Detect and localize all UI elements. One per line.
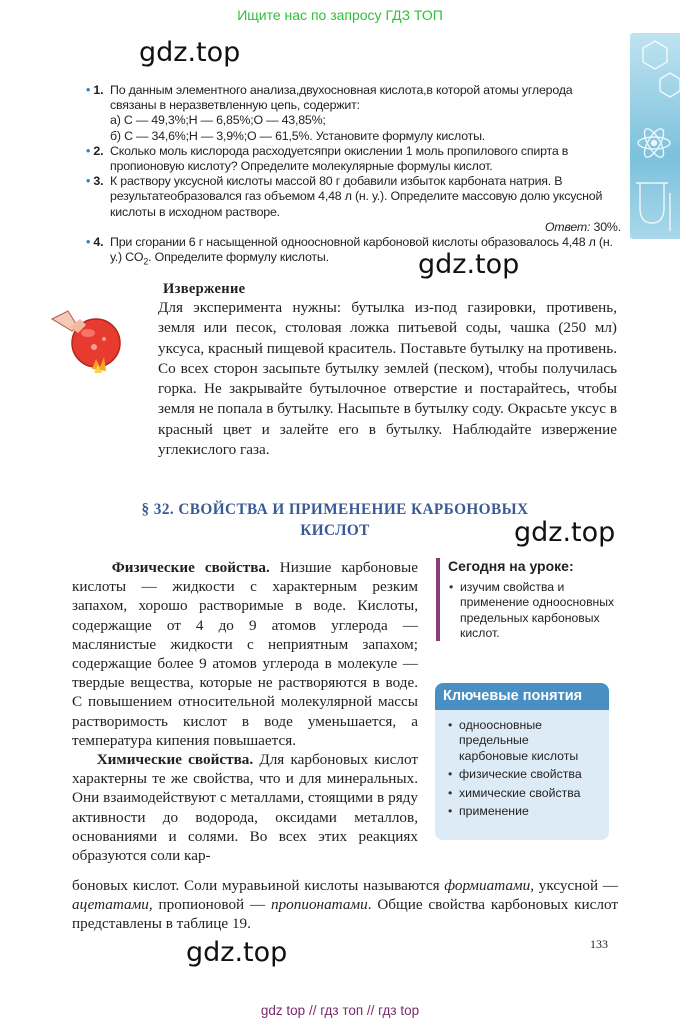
key-concepts-title: Ключевые понятия — [435, 683, 609, 710]
page-number: 133 — [590, 937, 608, 951]
today-box — [436, 558, 618, 641]
problem-number: 2. — [93, 143, 104, 158]
problem-number: 1. — [93, 83, 104, 97]
chemical-properties-continued: боновых кислот. Соли муравьиной кислоты называются формиатами, уксусной — ацетатами, пропионовой — пропионатами. Общие свойства карбоновых кислот представлены в таблице 19. — [72, 877, 618, 933]
problems-list — [86, 83, 621, 270]
main-text — [72, 558, 418, 865]
problem-text: При сгорании 6 г насыщенной одноосновной карбоновой кислоты образовалось 4,48 л (н. у.) $CO_2$. Определите формулу кислоты. — [110, 235, 613, 267]
term-formates: формиатами — [444, 877, 531, 894]
term-acetates: ацетатами — [72, 896, 149, 914]
flask-icon — [44, 281, 134, 381]
problem-number: 3. — [93, 174, 104, 189]
answer — [110, 220, 621, 235]
today-title: Сегодня на уроке: — [448, 558, 574, 574]
chemical-properties-paragraph: Химические свойства. Для карбоновых кислот характерны те же свойства, что и для минеральных. Они взаимодействуют с металлами, стоящими в ряду активности до водорода, оксидами металлов, основаниями и солями. Во всех этих реакциях образуются соли кар- — [72, 751, 418, 865]
watermark: gdz.top — [186, 937, 288, 968]
physical-properties-paragraph: Физические свойства. Низшие карбоновые кислоты — жидкости с характерным резким запахом, хорошо растворимые в воде. Кислоты, содержащие от 4 до 9 атомов углерода — маслянистые жидкости с неприятным запахом; содержащие более 9 атомов углерода в молекуле — твердые вещества, которые не растворяются в воде. С повышением относительной молекулярной массы растворимость кислот в воде уменьшается, а температура кипения повышается. — [72, 559, 418, 749]
key-concept-item: • применение — [447, 804, 601, 819]
chemistry-decoration — [630, 33, 680, 239]
answer-label: Ответ: — [544, 219, 591, 234]
problem-3: • 3. К раствору уксусной кислоты массой 80 г добавили избыток карбоната натрия. В результатеобразовался газ объемом 4,48 л (н. у.). Определите массовую долю уксусной кислоты в исходном растворе. Ответ: 30%. — [86, 174, 621, 234]
key-concept-item: • физические свойства — [447, 767, 601, 782]
problem-1: • 1. По данным элементного анализа,двухосновная кислота,в которой атомы углерода связаны в неразветвленную цепь, содержит: а) С — 49,3%;Н — 6,85%;О — 43,85%; б) С — 34,6%;Н — 3,9%;О — 61,5%. Установите формулу кислоты. — [86, 83, 621, 144]
bottom-banner[interactable]: gdz top // гдз топ // гдз top — [260, 1003, 420, 1018]
problem-4: • 4. При сгорании 6 г насыщенной одноосновной карбоновой кислоты образовалось 4,48 л (н. у.) $CO_2$. Определите формулу кислоты. — [86, 235, 621, 270]
top-banner[interactable]: Ищите нас по запросу ГДЗ ТОП — [237, 7, 443, 23]
answer-value: 30%. — [593, 219, 621, 234]
experiment-title: Извержение — [163, 281, 246, 297]
watermark: gdz.top — [514, 517, 616, 548]
problem-number: 4. — [93, 235, 104, 250]
problem-text: б) С — 34,6%;Н — 3,9%;О — 61,5%. Установите формулу кислоты. — [110, 128, 486, 143]
key-concept-item: • одноосновные предельные карбоновые кислоты — [447, 718, 601, 764]
key-concepts-box — [435, 683, 609, 840]
problem-text: Сколько моль кислорода расходуетсяпри окислении 1 моль пропилового спирта в пропионовую кислоту? Определите молекулярные формулы кислот. — [110, 143, 569, 174]
term-propionates: пропионатами — [270, 896, 368, 914]
section-title: § 32. СВОЙСТВА И ПРИМЕНЕНИЕ КАРБОНОВЫХ КИСЛОТ — [141, 501, 529, 539]
watermark: gdz.top — [139, 37, 241, 68]
problem-text: а) С — 49,3%;Н — 6,85%;О — 43,85%; — [110, 113, 326, 128]
today-item: • изучим свойства и применение одноосновных предельных карбоновых кислот. — [448, 580, 618, 641]
problem-2: • 2. Сколько моль кислорода расходуетсяпри окислении 1 моль пропилового спирта в пропионовую кислоту? Определите молекулярные формулы кислот. — [86, 144, 621, 174]
problem-text: По данным элементного анализа,двухосновная кислота,в которой атомы углерода связаны в неразветвленную цепь, содержит: — [110, 83, 573, 113]
problem-text: К раствору уксусной кислоты массой 80 г добавили избыток карбоната натрия. В результатеобразовался газ объемом 4,48 л (н. у.). Определите массовую долю уксусной кислоты в исходном растворе. — [110, 174, 603, 219]
experiment-body: Для эксперимента нужны: бутылка из-под газировки, противень, земля или песок, столовая ложка питьевой соды, чашка (250 мл) уксуса, красный пищевой краситель. Поставьте бутылку на противень. Со всех сторон засыпьте бутылку землей (песком), чтобы получилась горка. Не закрывайте бутылочное отверстие и постарайтесь, чтобы земля не попала в бутылку. Насыпьте в бутылку соду. Окрасьте уксус в красный цвет и залейте его в бутылку. Наблюдайте извержение углекислого газа. — [158, 299, 617, 459]
key-concept-item: • химические свойства — [447, 786, 601, 801]
watermark: gdz.top — [418, 249, 520, 280]
